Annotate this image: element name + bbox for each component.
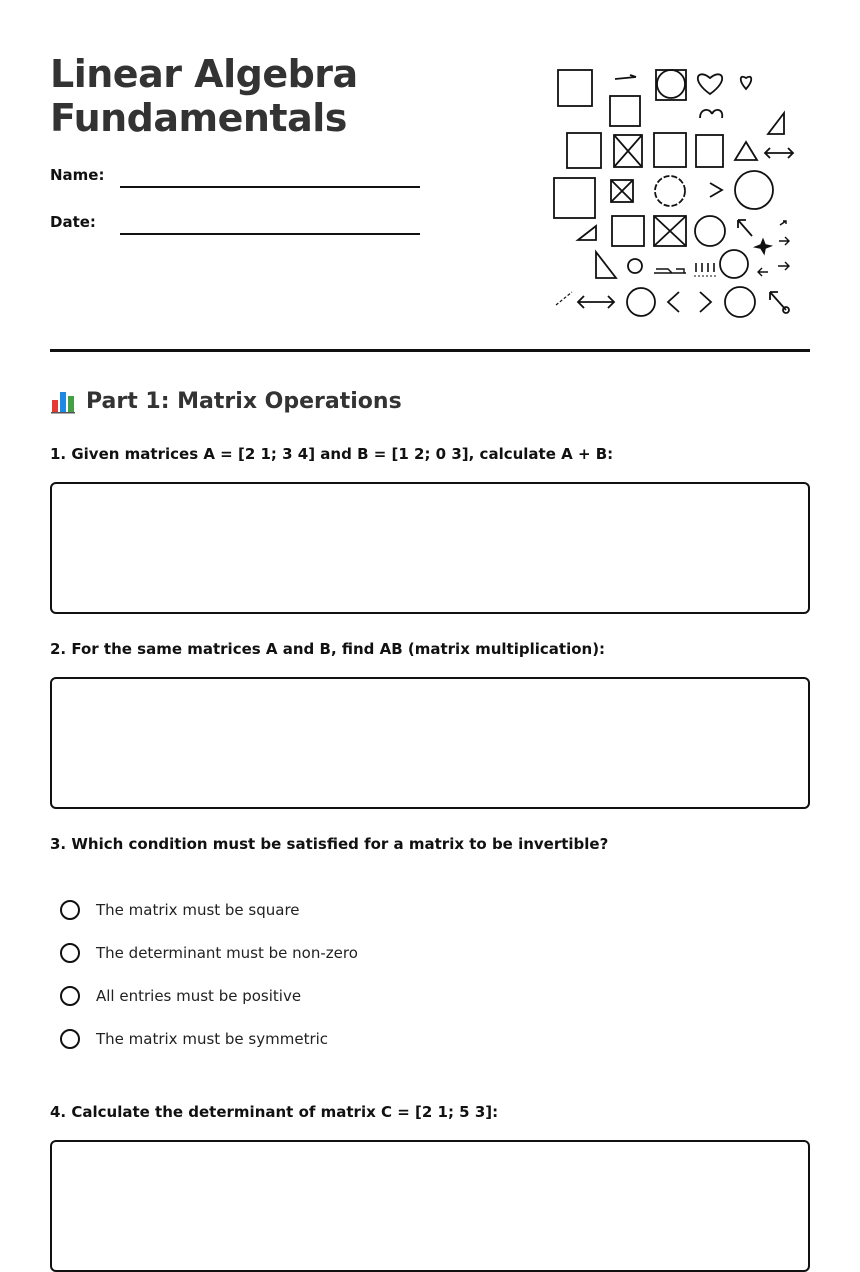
star-shape [756, 240, 770, 253]
question-2: 2. For the same matrices A and B, find AB (matrix multiplication): [50, 640, 606, 658]
arrow-shape [615, 75, 636, 79]
date-field[interactable] [120, 233, 420, 235]
triangle-shape [578, 226, 596, 240]
name-field[interactable] [120, 186, 420, 188]
circle-shape [695, 216, 725, 246]
question-3: 3. Which condition must be satisfied for a matrix to be invertible? [50, 835, 609, 853]
radio-button[interactable] [60, 943, 80, 963]
heart-icon [698, 74, 722, 94]
chevron-right-icon [700, 292, 711, 312]
arrow-shape [780, 221, 786, 225]
square-shape [696, 135, 723, 167]
option-label: The matrix must be square [96, 901, 300, 919]
triangle-shape [596, 252, 616, 278]
dashed-circle-shape [655, 176, 685, 206]
triangle-shape [735, 142, 757, 160]
circle-shape [657, 70, 685, 98]
answer-box-4[interactable] [50, 1140, 810, 1272]
radio-button[interactable] [60, 1029, 80, 1049]
option-square[interactable] [60, 900, 300, 920]
circle-shape [735, 171, 773, 209]
radio-button[interactable] [60, 986, 80, 1006]
page-title [50, 52, 358, 140]
part-1-title: Part 1: Matrix Operations [86, 388, 402, 414]
ring-shape [700, 110, 722, 118]
answer-box-1[interactable] [50, 482, 810, 614]
double-arrow-shape [578, 296, 614, 308]
question-1: 1. Given matrices A = [2 1; 3 4] and B = [1 2; 0 3], calculate A + B: [50, 445, 614, 463]
double-arrow-shape [765, 148, 793, 158]
name-label: Name: [50, 166, 105, 184]
square-shape [567, 133, 601, 168]
title-line-1: Linear Algebra [50, 52, 358, 96]
arrow-shape [738, 220, 752, 236]
answer-box-2[interactable] [50, 677, 810, 809]
option-label: The determinant must be non-zero [96, 944, 358, 962]
option-positive[interactable] [60, 986, 301, 1006]
square-shape [654, 133, 686, 167]
chevron-right-icon [710, 183, 722, 197]
circle-shape [628, 259, 642, 273]
title-line-2: Fundamentals [50, 96, 347, 140]
option-determinant[interactable] [60, 943, 358, 963]
option-label: All entries must be positive [96, 987, 302, 1005]
geometric-shapes-illustration [548, 62, 802, 322]
chevron-left-icon [668, 292, 679, 312]
option-symmetric[interactable] [60, 1029, 328, 1049]
circle-shape [725, 287, 755, 317]
heart-icon [741, 77, 752, 89]
date-label: Date: [50, 213, 96, 231]
line-shape [654, 269, 686, 273]
question-4: 4. Calculate the determinant of matrix C = [2 1; 5 3]: [50, 1103, 499, 1121]
bars-shape [696, 263, 714, 272]
triangle-shape [768, 113, 784, 134]
arrow-shape [779, 237, 789, 245]
square-shape [610, 96, 640, 126]
dashed-line-shape [556, 292, 572, 305]
section-divider [50, 349, 810, 352]
square-shape [554, 178, 595, 218]
option-label: The matrix must be symmetric [96, 1030, 329, 1048]
part-1-heading [50, 388, 402, 414]
arrow-shape [758, 268, 768, 276]
radio-button[interactable] [60, 900, 80, 920]
circle-shape [627, 288, 655, 316]
square-shape [558, 70, 592, 106]
circle-shape [720, 250, 748, 278]
arrow-shape [778, 262, 789, 270]
bar-chart-icon [50, 388, 76, 414]
square-shape [612, 216, 644, 246]
